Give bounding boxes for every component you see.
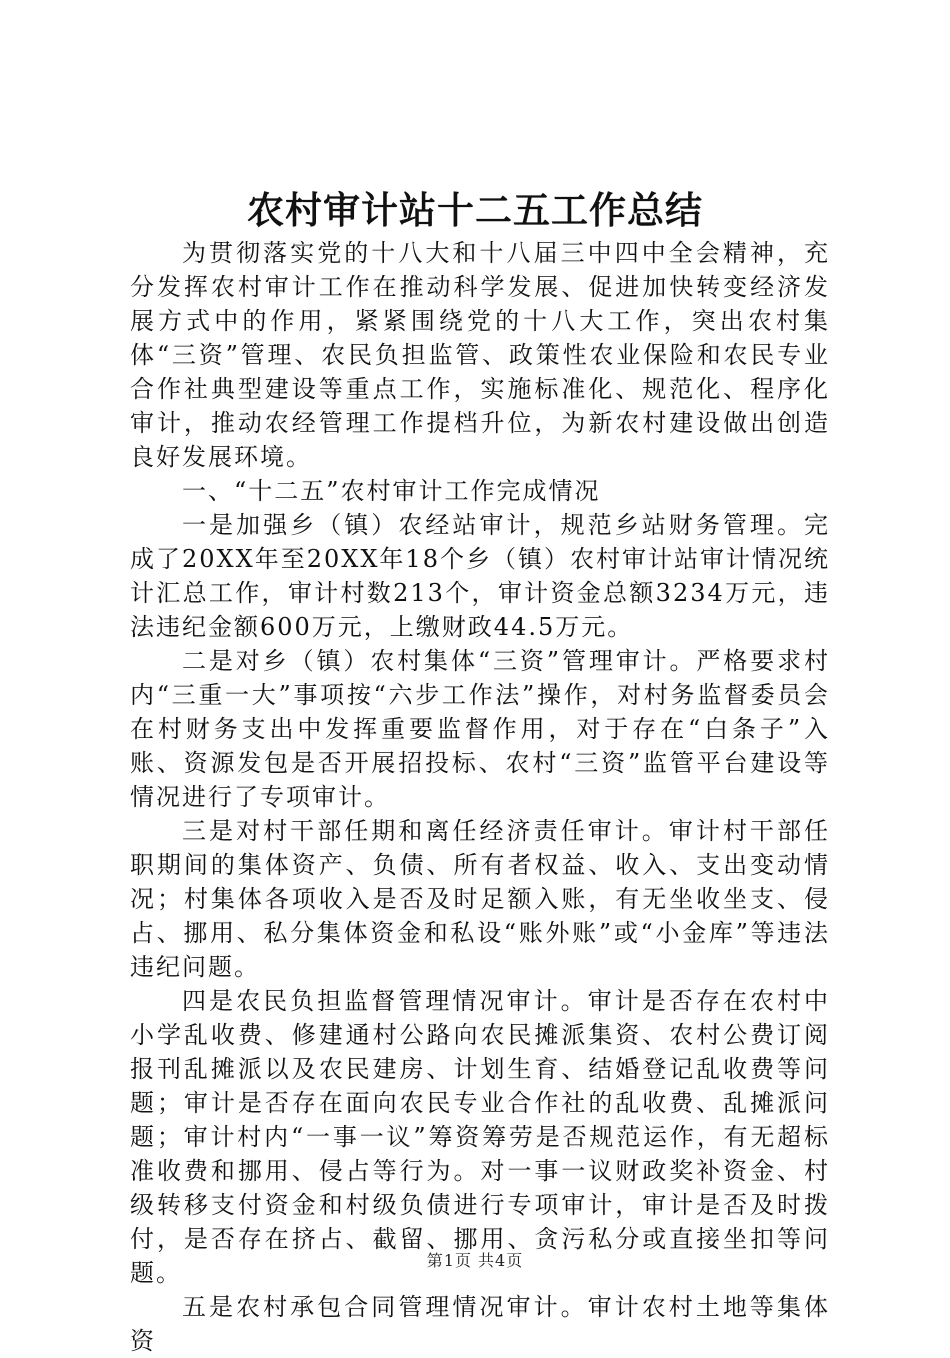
paragraph-item-4: 四是农民负担监督管理情况审计。审计是否存在农村中小学乱收费、修建通村公路向农民摊派集资、农村公费订阅报刊乱摊派以及农民建房、计划生育、结婚登记乱收费等问题；审计是否存在面向农民专业合作社的乱收费、乱摊派问题；审计村内“一事一议”筹资筹劳是否规范运作，有无超标准收费和挪用、侵占等行为。对一事一议财政奖补资金、村级转移支付资金和村级负债进行专项审计，审计是否及时拨付，是否存在挤占、截留、挪用、贪污私分或直接坐扣等问题。 bbox=[130, 987, 830, 1287]
paragraph-item-3: 三是对村干部任期和离任经济责任审计。审计村干部任职期间的集体资产、负债、所有者权益、收入、支出变动情况；村集体各项收入是否及时足额入账，有无坐收坐支、侵占、挪用、私分集体资金和私设“账外账”或“小金库”等违法违纪问题。 bbox=[130, 817, 830, 981]
paragraph-item-1: 一是加强乡（镇）农经站审计，规范乡站财务管理。完成了20XX年至20XX年18个乡（镇）农村审计站审计情况统计汇总工作，审计村数213个，审计资金总额3234万元，违法违纪金额600万元，上缴财政44.5万元。 bbox=[130, 511, 830, 641]
paragraph-intro: 为贯彻落实党的十八大和十八届三中四中全会精神，充分发挥农村审计工作在推动科学发展、促进加快转变经济发展方式中的作用，紧紧围绕党的十八大工作，突出农村集体“三资”管理、农民负担监管、政策性农业保险和农民专业合作社典型建设等重点工作，实施标准化、规范化、程序化审计，推动农经管理工作提档升位，为新农村建设做出创造良好发展环境。 bbox=[130, 239, 830, 471]
page-number-footer: 第1页 共4页 bbox=[426, 1251, 524, 1270]
paragraph-item-5: 五是农村承包合同管理情况审计。审计农村土地等集体资 bbox=[130, 1293, 830, 1355]
document-body bbox=[130, 236, 830, 1358]
paragraph-item-2: 二是对乡（镇）农村集体“三资”管理审计。严格要求村内“三重一大”事项按“六步工作法”操作，对村务监督委员会在村财务支出中发挥重要监督作用，对于存在“白条子”入账、资源发包是否开展招投标、农村“三资”监管平台建设等情况进行了专项审计。 bbox=[130, 647, 830, 811]
section-heading-1: 一、“十二五”农村审计工作完成情况 bbox=[182, 477, 601, 505]
document-title: 农村审计站十二五工作总结 bbox=[247, 188, 703, 232]
